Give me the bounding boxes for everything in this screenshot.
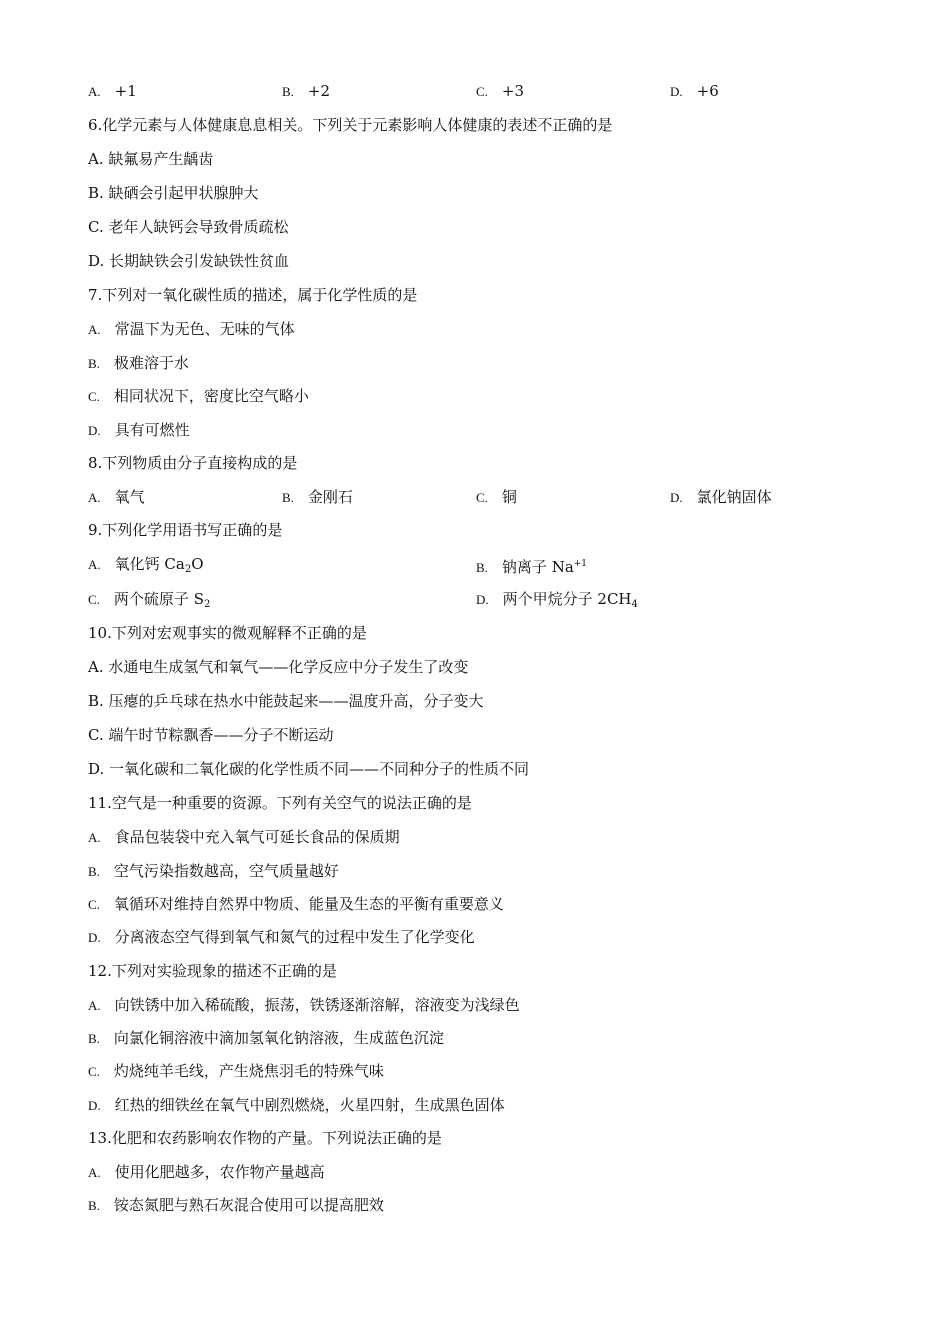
q5-option-c: [476, 81, 524, 102]
superscript: +1: [573, 559, 588, 569]
option-text: 分离液态空气得到氧气和氮气的过程中发生了化学变化: [114, 928, 475, 946]
option-label: A.: [88, 1165, 101, 1180]
option-text: 灼烧纯羊毛线，产生烧焦羽毛的特殊气味: [113, 1062, 384, 1080]
q10-stem: 10.下列对宏观事实的微观解释不正确的是: [88, 624, 367, 642]
q9-stem: 9.下列化学用语书写正确的是: [88, 521, 283, 539]
option-text: 两个硫原子 S: [113, 590, 204, 608]
option-label: B.: [88, 356, 100, 371]
option-text: 食品包装袋中充入氧气可延长食品的保质期: [114, 828, 400, 846]
option-text: 铵态氮肥与熟石灰混合使用可以提高肥效: [113, 1196, 384, 1214]
option-text: 具有可燃性: [114, 421, 190, 439]
q7-option-c: [88, 386, 309, 407]
option-label: D.: [670, 490, 683, 505]
option-text: 向铁锈中加入稀硫酸，振荡，铁锈逐渐溶解，溶液变为浅绿色: [114, 996, 520, 1014]
option-text: 氧循环对维持自然界中物质、能量及生态的平衡有重要意义: [113, 895, 504, 913]
q12-option-b: [88, 1028, 444, 1049]
option-label: B.: [88, 1031, 100, 1046]
subscript: 2: [203, 599, 211, 610]
option-label: D.: [88, 423, 101, 438]
subscript: 2: [184, 564, 192, 575]
q10-option-a: A. 水通电生成氢气和氧气——化学反应中分子发生了改变: [88, 658, 469, 676]
q13-option-a: [88, 1162, 325, 1183]
option-text: 使用化肥越多，农作物产量越高: [114, 1163, 325, 1181]
q8-stem: 8.下列物质由分子直接构成的是: [88, 454, 298, 472]
option-label: A.: [88, 490, 101, 505]
option-label: C.: [476, 490, 488, 505]
option-text: 氯化钠固体: [696, 488, 772, 506]
q9-option-a: [88, 554, 204, 580]
option-label: C.: [88, 1064, 100, 1079]
option-text: 氧气: [114, 488, 145, 506]
option-label: A.: [88, 830, 101, 845]
option-label: B.: [88, 1198, 100, 1213]
q12-option-c: [88, 1061, 384, 1082]
q11-option-b: [88, 861, 339, 882]
option-label: D.: [88, 1098, 101, 1113]
q11-stem: 11.空气是一种重要的资源。下列有关空气的说法正确的是: [88, 794, 472, 812]
option-label: D.: [88, 930, 101, 945]
subscript: 4: [631, 599, 638, 610]
q10-option-c: C. 端午时节粽飘香——分子不断运动: [88, 726, 334, 744]
option-label: C.: [88, 592, 100, 607]
option-label: A.: [88, 84, 101, 99]
option-text: 两个甲烷分子 2CH: [502, 590, 632, 608]
q6-option-d: D. 长期缺铁会引发缺铁性贫血: [88, 252, 290, 270]
option-text: +2: [307, 82, 331, 100]
q8-option-a: [88, 487, 145, 508]
q7-option-b: [88, 353, 189, 374]
option-text-tail: O: [191, 555, 204, 573]
q9-option-d: [476, 589, 638, 615]
option-label: A.: [88, 557, 101, 572]
option-label: C.: [88, 389, 100, 404]
q9-option-b: [476, 554, 587, 578]
q10-option-b: B. 压瘪的乒乓球在热水中能鼓起来——温度升高，分子变大: [88, 692, 484, 710]
q8-option-d: [670, 487, 772, 508]
option-label: A.: [88, 322, 101, 337]
option-text: 铜: [501, 488, 517, 506]
q12-stem: 12.下列对实验现象的描述不正确的是: [88, 962, 337, 980]
q7-option-a: [88, 319, 295, 340]
option-label: A.: [88, 998, 101, 1013]
q6-stem: 6.化学元素与人体健康息息相关。下列关于元素影响人体健康的表述不正确的是: [88, 116, 613, 134]
option-label: B.: [476, 560, 488, 575]
q5-option-d: [670, 81, 719, 102]
q5-option-b: [282, 81, 330, 102]
q11-option-a: [88, 827, 400, 848]
option-text: 钠离子 Na: [501, 558, 574, 576]
q6-option-a: A. 缺氟易产生龋齿: [88, 150, 214, 168]
option-text: 极难溶于水: [113, 354, 189, 372]
q12-option-d: [88, 1095, 505, 1116]
option-text: +1: [114, 82, 137, 100]
option-text: 常温下为无色、无味的气体: [114, 320, 295, 338]
option-text: +6: [696, 82, 719, 100]
option-text: +3: [501, 82, 525, 100]
q5-option-a: [88, 81, 137, 102]
option-label: C.: [88, 897, 100, 912]
q9-option-c: [88, 589, 210, 615]
q10-option-d: D. 一氧化碳和二氧化碳的化学性质不同——不同种分子的性质不同: [88, 760, 530, 778]
q7-option-d: [88, 420, 190, 441]
option-label: C.: [476, 84, 488, 99]
option-text: 相同状况下，密度比空气略小: [113, 387, 309, 405]
option-text: 空气污染指数越高，空气质量越好: [113, 862, 339, 880]
q8-option-c: [476, 487, 517, 508]
option-label: B.: [282, 490, 294, 505]
option-text: 金刚石: [307, 488, 353, 506]
option-label: D.: [670, 84, 683, 99]
q13-option-b: [88, 1195, 384, 1216]
option-label: B.: [282, 84, 294, 99]
q11-option-d: [88, 927, 475, 948]
q8-option-b: [282, 487, 353, 508]
q6-option-c: C. 老年人缺钙会导致骨质疏松: [88, 218, 289, 236]
option-text: 红热的细铁丝在氧气中剧烈燃烧，火星四射，生成黑色固体: [114, 1096, 505, 1114]
q12-option-a: [88, 995, 520, 1016]
q7-stem: 7.下列对一氧化碳性质的描述，属于化学性质的是: [88, 286, 418, 304]
option-label: B.: [88, 864, 100, 879]
option-text: 氧化钙 Ca: [114, 555, 185, 573]
option-text: 向氯化铜溶液中滴加氢氧化钠溶液，生成蓝色沉淀: [113, 1029, 444, 1047]
q6-option-b: B. 缺硒会引起甲状腺肿大: [88, 184, 259, 202]
q13-stem: 13.化肥和农药影响农作物的产量。下列说法正确的是: [88, 1129, 442, 1147]
q11-option-c: [88, 894, 504, 915]
option-label: D.: [476, 592, 489, 607]
